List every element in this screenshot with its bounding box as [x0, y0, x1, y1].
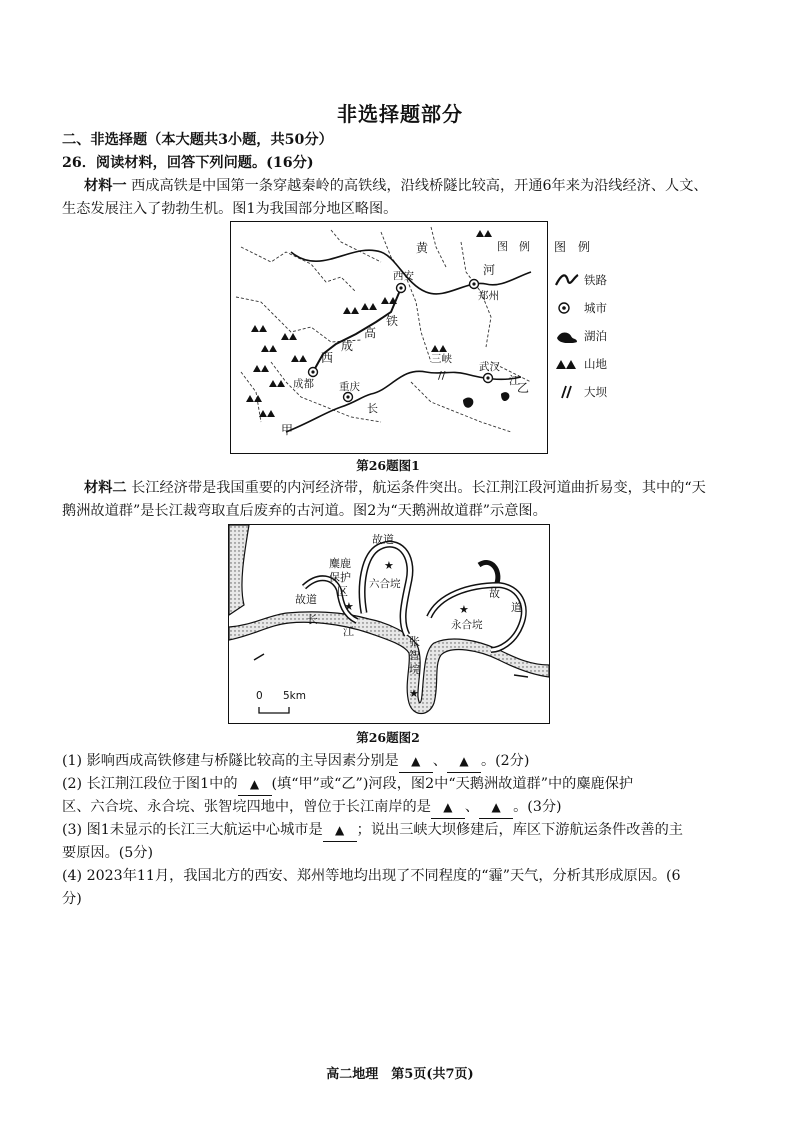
- city-wuhan: 武汉: [479, 361, 500, 373]
- q2-text1: (2) 长江荆江段位于图1中的: [62, 776, 238, 792]
- label-gudao-top: 故道: [372, 533, 394, 546]
- figure-1-svg: [231, 222, 547, 453]
- question-4-line2: 分): [62, 891, 82, 907]
- question-3-line2: 要原因。(5分): [62, 845, 154, 861]
- scale-km: 5km: [283, 690, 306, 702]
- q3-text2: ；说出三峡大坝修建后，库区下游航运条件改善的主: [356, 822, 683, 838]
- page-footer: 高二地理 第5页(共7页): [326, 1067, 474, 1082]
- q2-end: 。(3分): [513, 799, 562, 815]
- city-xian: 西安: [393, 270, 414, 282]
- question-1: [62, 750, 752, 773]
- svg-text:★: ★: [459, 603, 469, 616]
- scale-zero: 0: [256, 690, 263, 702]
- material1-line2: 生态发展注入了勃勃生机。图1为我国部分地区略图。: [62, 201, 398, 217]
- question-2-line1: [62, 773, 752, 796]
- label-jiang: 江: [343, 625, 354, 638]
- city-zhengzhou: 郑州: [478, 290, 499, 302]
- dam-symbol: //: [438, 369, 446, 382]
- lake-dongting: [463, 397, 473, 407]
- province-borders: [236, 227, 531, 432]
- label-yuan: 垸: [409, 663, 420, 676]
- figure-2-map: [228, 524, 550, 724]
- label-dao: 道: [511, 601, 522, 614]
- label-chang: 长: [307, 613, 318, 626]
- figure-2-caption: 第26题图2: [356, 730, 420, 745]
- label-yi: 乙: [517, 381, 530, 395]
- city-chengdu: 成都: [293, 378, 314, 390]
- q2-sep: 、: [464, 799, 480, 815]
- label-chang: 长: [367, 402, 378, 415]
- lake-poyang: [501, 392, 509, 401]
- material1-line1: [62, 175, 774, 197]
- label-xi: 西: [321, 351, 334, 365]
- question-2-line2: [62, 796, 752, 819]
- scale-bar: [259, 707, 289, 713]
- label-huang: 黄: [416, 241, 429, 255]
- label-gu: 故: [489, 587, 500, 600]
- svg-text:★: ★: [344, 600, 354, 613]
- city-markers: [309, 280, 493, 402]
- legend-title-text: 图 例: [554, 240, 591, 254]
- q2-blank-3[interactable]: ▲: [479, 796, 513, 819]
- q3-text1: (3) 图1未显示的长江三大航运中心城市是: [62, 822, 323, 838]
- label-baohu: 保护: [329, 571, 351, 584]
- q1-blank-1[interactable]: ▲: [399, 750, 433, 773]
- legend-dam: [554, 378, 634, 406]
- q1-end: 。(2分): [480, 753, 530, 769]
- material1-text1: 西成高铁是中国第一条穿越秦岭的高铁线，沿线桥隧比较高，开通6年来为沿线经济、人文、: [131, 178, 708, 194]
- old-channel-top-right: [479, 563, 498, 583]
- legend-dam-label: 大坝: [584, 385, 607, 399]
- q1-sep: 、: [432, 753, 447, 769]
- q1-blank-2[interactable]: ▲: [447, 750, 481, 773]
- material2-lead: 材料二: [84, 480, 127, 496]
- mountain-legend-icon: [554, 357, 580, 371]
- figure-1-map: [230, 221, 548, 454]
- railway-legend-icon: [554, 273, 580, 287]
- label-sanxia: 三峡: [431, 353, 452, 365]
- legend-mountain-label: 山地: [584, 357, 607, 371]
- label-gudao-left: 故道: [295, 593, 317, 606]
- material2-line2: 鹅洲故道群”是长江裁弯取直后废弃的古河道。图2为“天鹅洲故道群”示意图。: [62, 503, 547, 519]
- city-chongqing: 重庆: [339, 381, 360, 393]
- q2-line2: 区、六合垸、永合垸、张智垸四地中，曾位于长江南岸的是: [62, 799, 431, 815]
- label-qu: 区: [337, 585, 348, 598]
- legend-lake: [554, 322, 634, 350]
- question-26-heading: 26．阅读材料，回答下列问题。(16分): [62, 155, 314, 171]
- q1-text: (1) 影响西成高铁修建与桥隧比较高的主导因素分别是: [62, 753, 399, 769]
- legend-title: 图 例: [497, 240, 530, 253]
- legend-lake-label: 湖泊: [584, 329, 607, 343]
- label-zhang: 张: [409, 635, 420, 648]
- flow-arrow-right-icon: [514, 675, 528, 677]
- svg-text:★: ★: [409, 687, 419, 700]
- label-cheng: 成: [341, 339, 354, 353]
- section-heading: 二、非选择题（本大题共3小题，共50分）: [62, 132, 333, 148]
- question-3-line1: [62, 819, 752, 842]
- svg-text:★: ★: [384, 559, 394, 572]
- question-4-line1: (4) 2023年11月，我国北方的西安、郑州等地均出现了不同程度的“霾”天气，分析其形成原因。(6: [62, 868, 681, 884]
- lake-legend-icon: [554, 329, 580, 343]
- q3-blank[interactable]: ▲: [323, 819, 357, 842]
- material2-line1: [62, 477, 774, 499]
- figure-1-legend: [554, 238, 634, 406]
- label-jiang: 江: [509, 374, 520, 387]
- dam-legend-icon: [554, 385, 580, 399]
- q2-blank-1[interactable]: ▲: [238, 773, 272, 796]
- label-he: 河: [483, 263, 496, 277]
- label-yonghe: 永合垸: [451, 619, 483, 631]
- figure-2-svg: [229, 525, 549, 723]
- legend-mountain: [554, 350, 634, 378]
- legend-city: [554, 294, 634, 322]
- city-legend-icon: [554, 301, 580, 315]
- label-jia: 甲: [281, 423, 294, 437]
- upstream-channel: [229, 525, 249, 615]
- label-gao: 高: [364, 326, 377, 340]
- figure-1-caption: 第26题图1: [356, 458, 420, 473]
- page-title: 非选择题部分: [337, 102, 463, 126]
- q2-blank-2[interactable]: ▲: [431, 796, 465, 819]
- label-liuhe: 六合垸: [369, 578, 401, 590]
- label-zhi: 智: [409, 649, 420, 662]
- material1-lead: 材料一: [84, 178, 127, 194]
- material2-text1: 长江经济带是我国重要的内河经济带，航运条件突出。长江荆江段河道曲折易变，其中的“天: [131, 480, 706, 496]
- label-tie: 铁: [386, 314, 399, 328]
- legend-railway-label: 铁路: [584, 273, 607, 287]
- label-milu: 麋鹿: [329, 557, 351, 570]
- legend-railway: [554, 266, 634, 294]
- q2-text2: (填“甲”或“乙”)河段，图2中“天鹅洲故道群”中的麋鹿保护: [271, 776, 634, 792]
- legend-city-label: 城市: [584, 301, 607, 315]
- yangtze-channel: [229, 612, 549, 714]
- flow-arrow-left-icon: [254, 654, 264, 660]
